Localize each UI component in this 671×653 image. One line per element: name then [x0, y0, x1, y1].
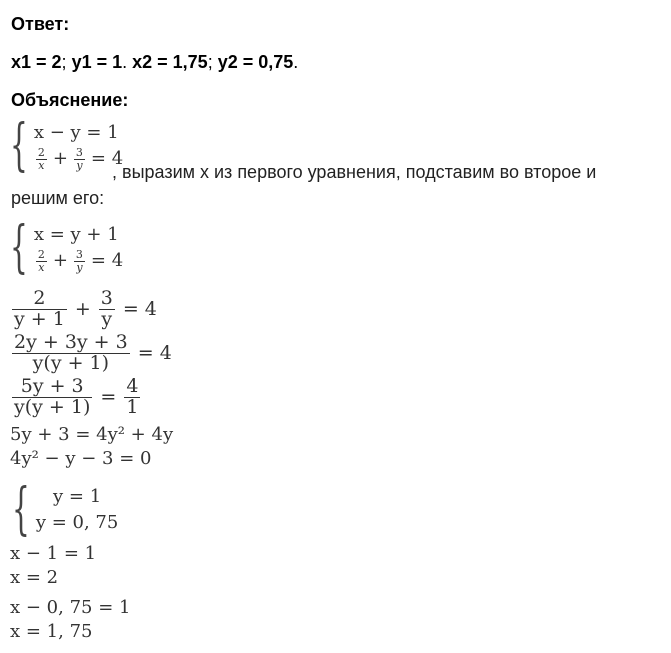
equals-value: = 4 — [90, 250, 124, 271]
numerator: 2y + 3y + 3 — [14, 331, 128, 353]
fraction — [99, 289, 115, 330]
system-2-eq2 — [34, 248, 123, 274]
brace-icon: { — [10, 214, 28, 280]
answer-y1: y1 = 1 — [71, 52, 123, 72]
fraction — [12, 377, 92, 418]
numerator: 2 — [37, 247, 45, 261]
plus-sign: + — [52, 148, 68, 169]
step-4: 5y + 3 = 4y² + 4y — [10, 424, 174, 445]
answer-sep: ; — [207, 52, 218, 72]
explanation-heading: Объяснение: — [11, 90, 129, 110]
numerator: 5y + 3 — [20, 375, 84, 397]
numerator: 3 — [75, 145, 83, 159]
answer-sep: . — [122, 52, 133, 72]
x2-equation: x − 0, 75 = 1 — [10, 597, 131, 618]
fraction — [74, 147, 85, 171]
answer-values — [11, 52, 298, 73]
system-3-root1: y = 1 — [53, 486, 102, 507]
system-3 — [12, 476, 119, 542]
answer-x2: x2 = 1,75 — [132, 52, 208, 72]
denominator: y(y + 1) — [32, 351, 110, 374]
explanation-text-2: решим его: — [11, 188, 105, 208]
fraction — [12, 289, 67, 330]
denominator: 1 — [126, 395, 139, 418]
fraction — [12, 333, 130, 374]
system-1-eq2 — [34, 146, 123, 172]
denominator: y + 1 — [14, 307, 65, 330]
fraction — [36, 147, 47, 171]
answer-y2: y2 = 0,75 — [217, 52, 294, 72]
equals-value: = 4 — [137, 342, 172, 365]
denominator: y(y + 1) — [14, 395, 91, 418]
brace-icon: { — [12, 476, 30, 542]
fraction — [74, 249, 85, 273]
numerator: 2 — [37, 145, 45, 159]
step-5: 4y² − y − 3 = 0 — [10, 448, 152, 469]
fraction — [124, 377, 140, 418]
plus-sign: + — [52, 250, 68, 271]
equals-sign: = — [100, 386, 117, 409]
system-2 — [10, 214, 124, 280]
step-3 — [10, 377, 142, 418]
x1-equation: x − 1 = 1 — [10, 543, 97, 564]
denominator: x — [38, 158, 45, 172]
numerator: 3 — [100, 287, 113, 309]
denominator: x — [38, 260, 45, 274]
denominator: y — [101, 307, 113, 330]
answer-sep: ; — [61, 52, 72, 72]
explanation-text-1: , выразим х из первого уравнения, подставим во второе и — [112, 162, 597, 182]
step-2 — [10, 333, 172, 374]
system-2-eq1: x = y + 1 — [33, 224, 119, 245]
answer-x1: x1 = 2 — [11, 52, 62, 72]
numerator: 2 — [33, 287, 46, 309]
system-1-eq1: x − y = 1 — [33, 122, 119, 143]
numerator: 4 — [126, 375, 139, 397]
x2-result: x = 1, 75 — [10, 621, 93, 642]
equals-value: = 4 — [122, 298, 157, 321]
denominator: y — [76, 260, 83, 274]
equals-value: = 4 — [90, 148, 124, 169]
numerator: 3 — [75, 247, 83, 261]
system-3-root2: y = 0, 75 — [35, 512, 119, 533]
denominator: y — [76, 158, 83, 172]
brace-icon: { — [10, 112, 28, 178]
answer-end: . — [293, 52, 299, 72]
fraction — [36, 249, 47, 273]
system-1 — [10, 112, 124, 178]
x1-result: x = 2 — [10, 567, 59, 588]
answer-heading: Ответ: — [11, 14, 70, 34]
step-1 — [10, 289, 157, 330]
plus-sign: + — [74, 298, 91, 321]
